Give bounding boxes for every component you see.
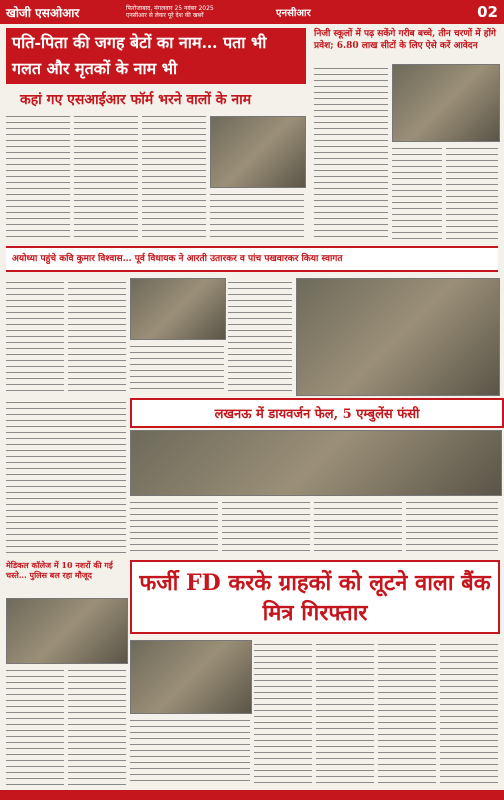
lead-column-2 — [74, 112, 138, 242]
poet-column-3 — [130, 342, 224, 394]
ambulance-photo — [130, 430, 502, 496]
ambulance-column-2 — [222, 498, 310, 554]
poet-column-1 — [6, 278, 64, 394]
footer-ribbon — [0, 790, 504, 800]
fraud-column-4 — [378, 640, 436, 786]
demolition-photo — [6, 598, 128, 664]
ambulance-headline: लखनऊ में डायवर्जन फेल, 5 एम्बुलेंस फंसी — [130, 398, 504, 428]
event-photo — [296, 278, 500, 396]
section-name: एनसीआर — [276, 8, 311, 19]
lead-column-4 — [210, 190, 304, 242]
school-column-3 — [446, 144, 498, 242]
school-column-1 — [314, 64, 388, 242]
dateline: फिरोजाबाद, मंगलवार 25 नवंबर 2025 एनसीआर से लेकर पूरे देश की खबरें — [126, 5, 214, 19]
medical-college-headline: मेडिकल कॉलेज में 10 नशरों की गई चस्ते… पुलिस बल रहा मौजूद — [6, 560, 113, 580]
school-column-2 — [392, 144, 442, 242]
lead-column-3 — [142, 112, 206, 242]
page-number: 02 — [477, 3, 498, 21]
lead-photo — [210, 116, 306, 188]
fraud-column-1 — [130, 716, 250, 786]
poet-column-4 — [228, 278, 292, 394]
poet-visit-headline: अयोध्या पहुंचे कवि कुमार विश्वास… पूर्व विधायक ने आरती उतारकर व पांच पखवारकर किया स्वागत — [6, 246, 498, 272]
accused-photo — [130, 640, 252, 714]
lead-subheadline: कहां गए एसआईआर फॉर्म भरने वालों के नाम — [20, 92, 252, 108]
ambulance-column-3 — [314, 498, 402, 554]
school-admission-headline: निजी स्कूलों में पढ़ सकेंगे गरीब बच्चे, तीन चरणों में होंगे प्रवेश; 6.80 लाख सीटों के लिए ऐसे करें आवेदन — [314, 29, 496, 51]
medical-column-1 — [6, 666, 64, 786]
fraud-column-5 — [440, 640, 498, 786]
fraud-column-3 — [316, 640, 374, 786]
ambulance-column-4 — [406, 498, 498, 554]
lead-column-1 — [6, 112, 70, 242]
school-children-photo — [392, 64, 500, 142]
ambulance-column-1 — [130, 498, 218, 554]
fraud-column-2 — [254, 640, 312, 786]
poet-photo — [130, 278, 226, 340]
poet-column-2 — [68, 278, 126, 394]
lead-headline: पति-पिता की जगह बेटों का नाम… पता भी गलत और मृतकों के नाम भी — [6, 28, 306, 84]
brand-name: खोजी एसओआर — [6, 5, 80, 20]
left-brief-column — [6, 398, 126, 554]
masthead — [0, 0, 504, 24]
medical-column-2 — [68, 666, 126, 786]
fd-fraud-headline: फर्जी FD करके ग्राहकों को लूटने वाला बैंक मित्र गिरफ्तार — [130, 560, 500, 634]
